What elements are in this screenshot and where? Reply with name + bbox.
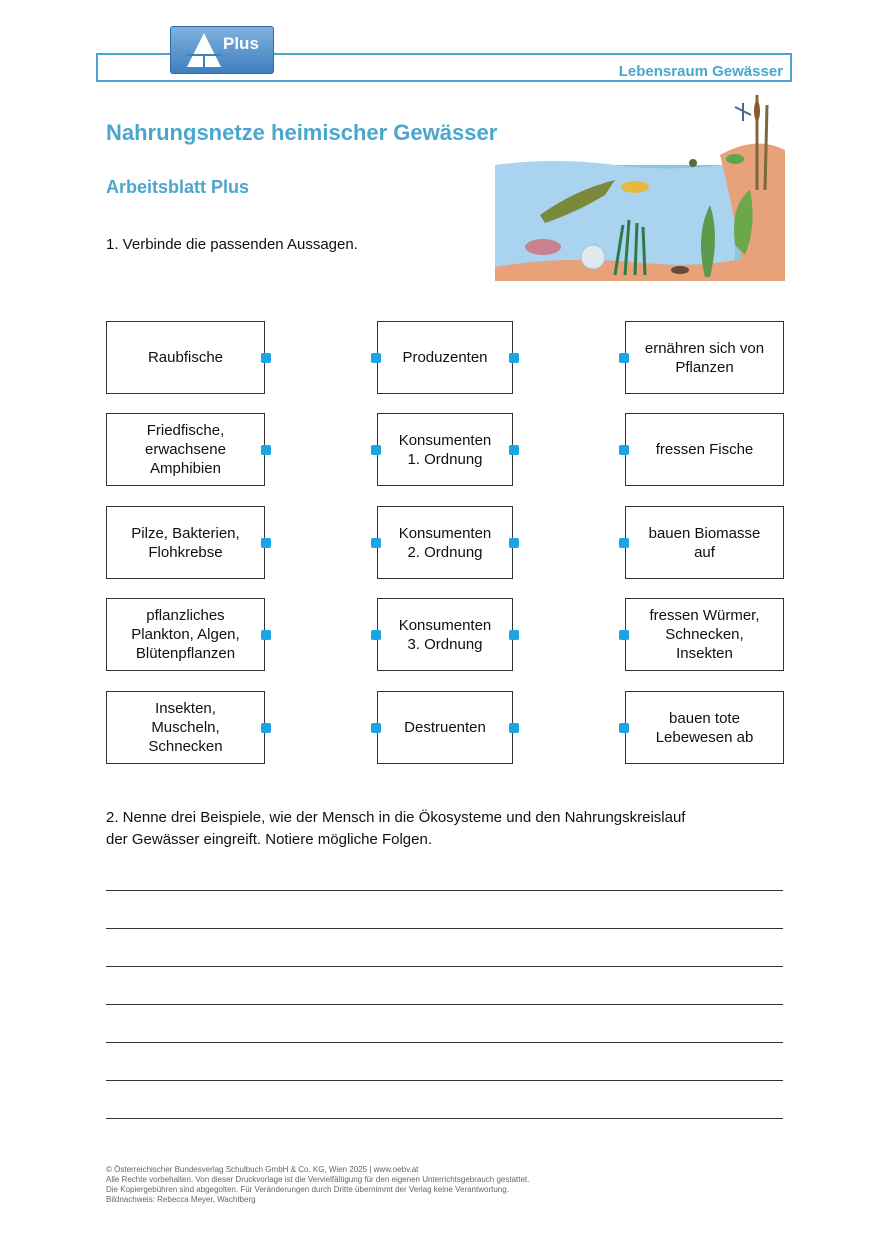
dragonfly	[735, 103, 751, 121]
pyramid-icon	[185, 31, 223, 69]
connector-dot[interactable]	[619, 445, 629, 455]
right-statement-box: bauen Biomasse auf	[625, 506, 784, 579]
answer-line[interactable]	[106, 928, 783, 929]
connector-dot[interactable]	[619, 630, 629, 640]
connector-dot[interactable]	[509, 353, 519, 363]
logo-label: Plus	[223, 34, 259, 53]
answer-line[interactable]	[106, 1118, 783, 1119]
task-2-instruction	[106, 807, 685, 851]
snail	[671, 266, 689, 274]
middle-statement-box: Konsumenten 3. Ordnung	[377, 598, 513, 671]
connector-dot[interactable]	[509, 630, 519, 640]
connector-dot[interactable]	[371, 538, 381, 548]
footer-copyright: © Österreichischer Bundesverlag Schulbuch GmbH & Co. KG, Wien 2025 | www.oebv.at	[106, 1165, 419, 1174]
answer-line[interactable]	[106, 1042, 783, 1043]
middle-statement-box: Produzenten	[377, 321, 513, 394]
task-2-line-1: 2. Nenne drei Beispiele, wie der Mensch in die Ökosysteme und den Nahrungskreislauf	[106, 809, 686, 826]
left-statement-box: Friedfische, erwachsene Amphibien	[106, 413, 265, 486]
connector-dot[interactable]	[261, 445, 271, 455]
footer-image-credit: Bildnachweis: Rebecca Meyer, Wachtberg	[106, 1195, 256, 1204]
connector-dot[interactable]	[509, 723, 519, 733]
middle-statement-box: Destruenten	[377, 691, 513, 764]
plankton-circle	[581, 245, 605, 269]
middle-statement-box: Konsumenten 1. Ordnung	[377, 413, 513, 486]
connector-dot[interactable]	[261, 538, 271, 548]
connector-dot[interactable]	[619, 538, 629, 548]
answer-line[interactable]	[106, 890, 783, 891]
task-2-line-2: der Gewässer eingreift. Notiere mögliche Folgen.	[106, 831, 432, 848]
frog	[726, 154, 744, 164]
connector-dot[interactable]	[261, 630, 271, 640]
answer-line[interactable]	[106, 1004, 783, 1005]
connector-dot[interactable]	[371, 723, 381, 733]
connector-dot[interactable]	[261, 353, 271, 363]
page-title: Nahrungsnetze heimischer Gewässer	[106, 120, 498, 145]
left-statement-box: Insekten, Muscheln, Schnecken	[106, 691, 265, 764]
connector-dot[interactable]	[371, 445, 381, 455]
answer-line[interactable]	[106, 966, 783, 967]
connector-dot[interactable]	[371, 353, 381, 363]
answer-line[interactable]	[106, 1080, 783, 1081]
topic-label: Lebensraum Gewässer	[618, 63, 783, 80]
page-subtitle: Arbeitsblatt Plus	[106, 177, 250, 197]
right-statement-box: fressen Würmer, Schnecken, Insekten	[625, 598, 784, 671]
footer-rights: Alle Rechte vorbehalten. Von dieser Druckvorlage ist die Vervielfältigung für den eigenen Unterrichtsgebrauch gestattet.	[106, 1175, 530, 1184]
task-1-instruction: 1. Verbinde die passenden Aussagen.	[106, 236, 358, 253]
footer-fees: Die Kopiergebühren sind abgegolten. Für Veränderungen durch Dritte übernimmt der Verlag keine Verantwortung.	[106, 1185, 509, 1194]
footer	[106, 1165, 529, 1205]
connector-dot[interactable]	[371, 630, 381, 640]
connector-dot[interactable]	[509, 445, 519, 455]
publisher-logo	[170, 26, 274, 74]
left-statement-box: Raubfische	[106, 321, 265, 394]
left-statement-box: pflanzliches Plankton, Algen, Blütenpflanzen	[106, 598, 265, 671]
right-statement-box: bauen tote Lebewesen ab	[625, 691, 784, 764]
connector-dot[interactable]	[509, 538, 519, 548]
water-insect	[689, 159, 697, 167]
left-statement-box: Pilze, Bakterien, Flohkrebse	[106, 506, 265, 579]
right-statement-box: fressen Fische	[625, 413, 784, 486]
connector-dot[interactable]	[619, 723, 629, 733]
pond-illustration	[495, 95, 785, 281]
perch-fish	[525, 239, 561, 255]
connector-dot[interactable]	[619, 353, 629, 363]
connector-dot[interactable]	[261, 723, 271, 733]
right-statement-box: ernähren sich von Pflanzen	[625, 321, 784, 394]
middle-statement-box: Konsumenten 2. Ordnung	[377, 506, 513, 579]
small-fish	[621, 181, 649, 193]
